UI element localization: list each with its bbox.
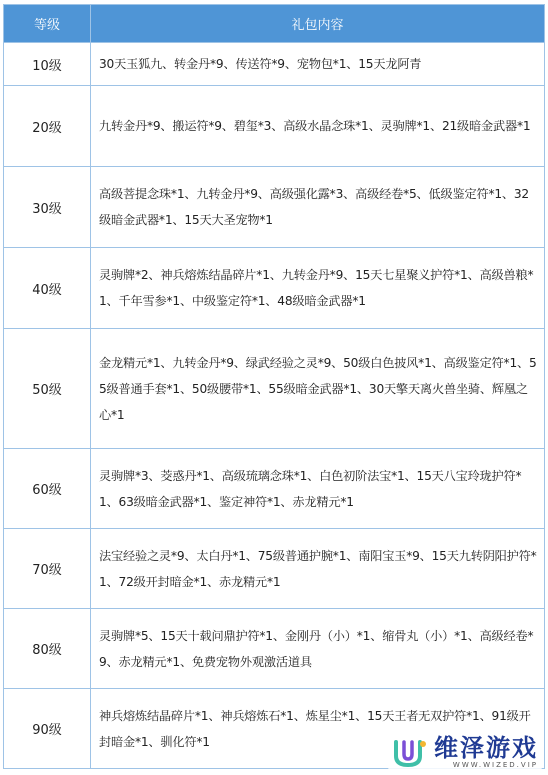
table-row	[4, 529, 545, 609]
table-row	[4, 43, 545, 86]
level-cell: 20级	[4, 86, 91, 167]
content-cell: 30天玉狐九、转金丹*9、传送符*9、宠物包*1、15天龙阿青	[91, 43, 545, 86]
gift-table	[3, 4, 545, 769]
table-row	[4, 248, 545, 329]
level-cell: 30级	[4, 167, 91, 248]
level-cell: 70级	[4, 529, 91, 609]
content-cell: 灵驹牌*3、茭惑丹*1、高级琉璃念珠*1、白色初阶法宝*1、15天八宝玲珑护符*1、63级暗金武器*1、鉴定神符*1、赤龙精元*1	[91, 449, 545, 529]
table-row	[4, 86, 545, 167]
level-cell: 40级	[4, 248, 91, 329]
content-cell: 神兵熔炼结晶碎片*1、神兵熔炼石*1、炼星尘*1、15天王者无双护符*1、91级开封暗金*1、驯化符*1	[91, 689, 545, 769]
content-cell: 九转金丹*9、搬运符*9、碧玺*3、高级水晶念珠*1、灵驹牌*1、21级暗金武器*1	[91, 86, 545, 167]
content-cell: 法宝经验之灵*9、太白丹*1、75级普通护腕*1、南阳宝玉*9、15天九转阴阳护符*1、72级开封暗金*1、赤龙精元*1	[91, 529, 545, 609]
content-cell: 金龙精元*1、九转金丹*9、绿武经验之灵*9、50级白色披风*1、高级鉴定符*1、55级普通手套*1、50级腰带*1、55级暗金武器*1、30天擎天离火兽坐骑、辉凰之心*1	[91, 329, 545, 449]
level-cell: 50级	[4, 329, 91, 449]
header-level: 等级	[4, 5, 91, 43]
level-cell: 90级	[4, 689, 91, 769]
level-cell: 10级	[4, 43, 91, 86]
table-header-row	[4, 5, 545, 43]
table-row	[4, 449, 545, 529]
watermark	[388, 734, 542, 771]
content-cell: 灵驹牌*2、神兵熔炼结晶碎片*1、九转金丹*9、15天七星聚义护符*1、高级兽粮*1、千年雪参*1、中级鉴定符*1、48级暗金武器*1	[91, 248, 545, 329]
watermark-url: WWW.WIZED.VIP	[452, 761, 538, 769]
table-row	[4, 329, 545, 449]
content-cell: 高级菩提念珠*1、九转金丹*9、高级强化露*3、高级经卷*5、低级鉴定符*1、32级暗金武器*1、15天大圣宠物*1	[91, 167, 545, 248]
table-row	[4, 609, 545, 689]
level-cell: 60级	[4, 449, 91, 529]
content-cell: 灵驹牌*5、15天十载问鼎护符*1、金刚丹（小）*1、缩骨丸（小）*1、高级经卷*9、赤龙精元*1、免费宠物外观激活道具	[91, 609, 545, 689]
header-content: 礼包内容	[91, 5, 545, 43]
watermark-name: 维泽游戏	[434, 734, 538, 762]
level-cell: 80级	[4, 609, 91, 689]
wized-logo-icon	[392, 738, 428, 768]
table-row	[4, 167, 545, 248]
